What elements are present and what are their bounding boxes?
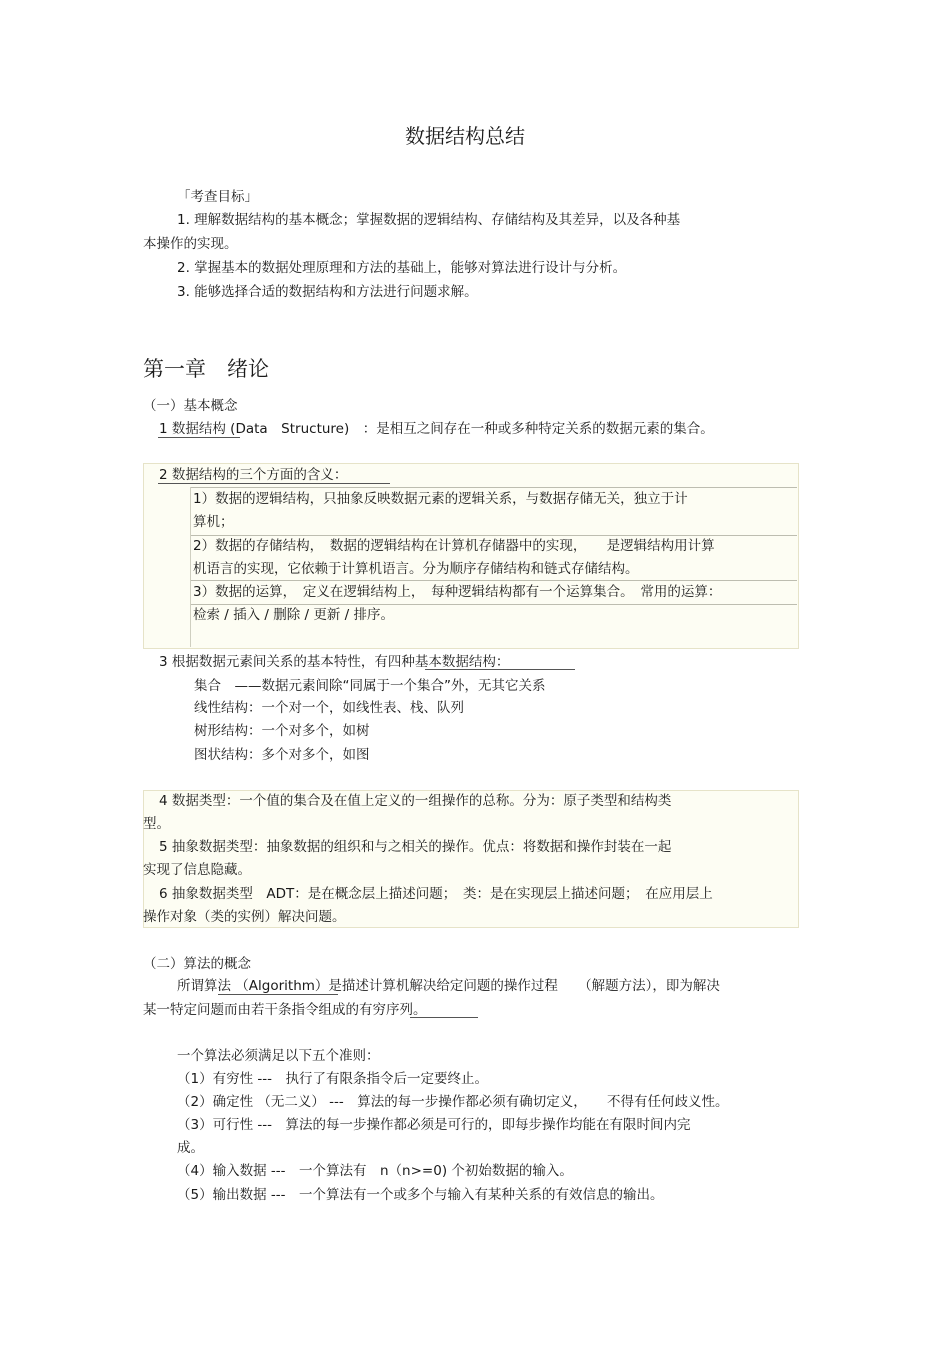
para-2-item-3-line-1: 3）数据的运算， 定义在逻辑结构上， 每种逻辑结构都有一个运算集合。 常用的运算： (193, 584, 722, 600)
criterion-1: （1）有穷性 --- 执行了有限条指令后一定要终止。 (177, 1071, 488, 1087)
para-3-item-2: 线性结构：一个对一个，如线性表、栈、队列 (194, 700, 464, 716)
row-separator (190, 604, 797, 605)
criterion-3-line-1: （3）可行性 --- 算法的每一步操作都必须是可行的，即每步操作均能在有限时间内完 (177, 1117, 691, 1133)
criterion-3-line-2: 成。 (177, 1140, 204, 1156)
algorithm-def-line-2: 某一特定问题而由若干条指令组成的有穷序列。 (143, 1002, 427, 1018)
para-3-item-1: 集合 ——数据元素间除“同属于一个集合”外，无其它关系 (194, 678, 546, 694)
goal-1-line-2: 本操作的实现。 (143, 236, 238, 252)
goal-2: 2. 掌握基本的数据处理原理和方法的基础上，能够对算法进行设计与分析。 (177, 260, 627, 276)
para-3-item-4: 图状结构：多个对多个，如图 (194, 747, 370, 763)
para-1: 1 数据结构 (Data Structure) ：是相互之间存在一种或多种特定关系的数据元素的集合。 (159, 421, 714, 437)
para-5-line-1: 5 抽象数据类型：抽象数据的组织和与之相关的操作。优点：将数据和操作封装在一起 (159, 839, 672, 855)
criterion-4: （4）输入数据 --- 一个算法有 n（n>=0) 个初始数据的输入。 (177, 1163, 573, 1179)
para-2-item-2-line-2: 机语言的实现，它依赖于计算机语言。分为顺序存储结构和链式存储结构。 (193, 561, 639, 577)
para-2-item-3-line-2: 检索 / 插入 / 删除 / 更新 / 排序。 (193, 607, 395, 623)
para-3-item-3: 树形结构：一个对多个，如树 (194, 723, 370, 739)
para-2-item-1-line-2: 算机； (193, 514, 234, 530)
para-6-line-2: 操作对象（类的实例）解决问题。 (143, 909, 346, 925)
column-separator (190, 487, 191, 647)
para-2: 2 数据结构的三个方面的含义： (159, 467, 348, 483)
goals-header: 「考查目标」 (177, 189, 258, 205)
para-6-line-1: 6 抽象数据类型 ADT：是在概念层上描述问题； 类：是在实现层上描述问题； 在应用层上 (159, 886, 713, 902)
para-2-item-1-line-1: 1）数据的逻辑结构，只抽象反映数据元素的逻辑关系，与数据存储无关，独立于计 (193, 491, 688, 507)
section-heading-2: （二）算法的概念 (143, 956, 251, 972)
para-4-line-1: 4 数据类型：一个值的集合及在值上定义的一组操作的总称。分为：原子类型和结构类 (159, 793, 672, 809)
page-title: 数据结构总结 (405, 124, 525, 148)
criterion-2: （2）确定性 （无二义） --- 算法的每一步操作都必须有确切定义， 不得有任何歧义性。 (177, 1094, 729, 1110)
algorithm-def-line-1: 所谓算法 （Algorithm）是描述计算机解决给定问题的操作过程 （解题方法），即为解决 (177, 978, 720, 994)
para-5-line-2: 实现了信息隐藏。 (143, 862, 251, 878)
section-heading-1: （一）基本概念 (143, 398, 238, 414)
row-separator (190, 535, 797, 536)
para-3: 3 根据数据元素间关系的基本特性，有四种基本数据结构： (159, 654, 510, 670)
row-separator (190, 487, 797, 488)
row-separator (190, 580, 797, 581)
criterion-5: （5）输出数据 --- 一个算法有一个或多个与输入有某种关系的有效信息的输出。 (177, 1187, 664, 1203)
chapter-heading: 第一章 绪论 (143, 357, 269, 381)
goal-3: 3. 能够选择合适的数据结构和方法进行问题求解。 (177, 284, 478, 300)
goal-1-line-1: 1. 理解数据结构的基本概念；掌握数据的逻辑结构、存储结构及其差异，以及各种基 (177, 212, 681, 228)
criteria-intro: 一个算法必须满足以下五个准则： (177, 1048, 380, 1064)
para-2-item-2-line-1: 2）数据的存储结构， 数据的逻辑结构在计算机存储器中的实现， 是逻辑结构用计算 (193, 538, 715, 554)
para-4-line-2: 型。 (143, 816, 170, 832)
